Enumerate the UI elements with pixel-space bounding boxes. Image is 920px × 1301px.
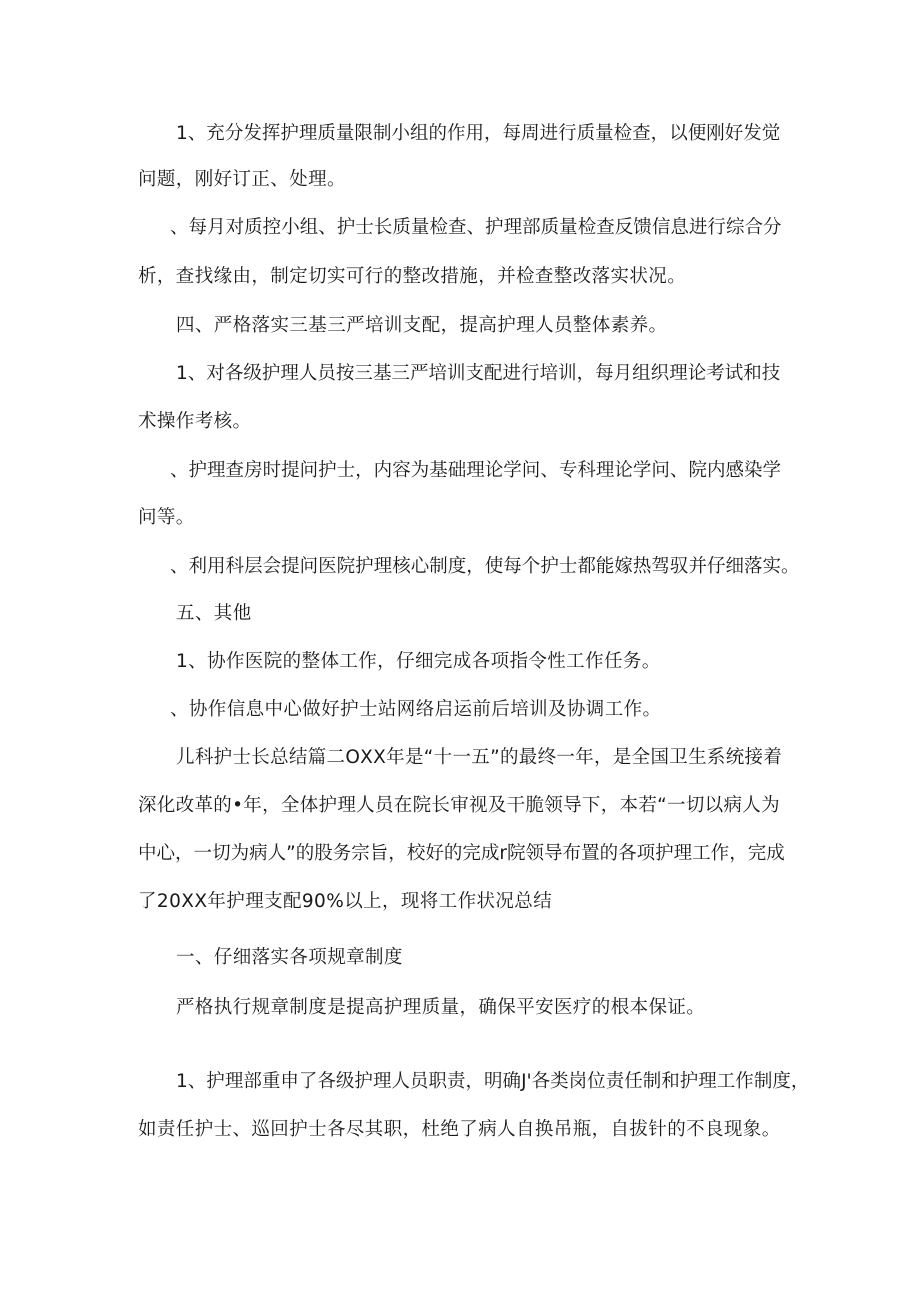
paragraph-line: 深 化 改 革 的 • 年 ， 全 体 护 理 人 员 在 院 长 审 视 及 干 脆 领 导 下 ， 本 若 “ 一 切 以 病 人 为 <box>138 795 780 816</box>
paragraph-line: 中 心 ， 一 切 为 病 人 ” 的 股 务 宗 旨 ， 校 好 的 完 成 r 院 领 导 布 置 的 各 项 护 理 工 作 ， 完 成 <box>138 843 785 864</box>
paragraph-line: 析，查找缘由，制定切实可行的整改措施，并检查整改落实状况。 <box>138 266 687 287</box>
paragraph-line: 、 每 月 对 质 控 小 组 、 护 士 长 质 量 检 查 、 护 理 部 质 量 检 查 反 馈 信 息 进 行 综 合 分 <box>170 217 782 238</box>
paragraph-line: 问题，刚好订正、处理。 <box>138 169 346 190</box>
paragraph-line: 1、协作医院的整体工作，仔细完成各项指令性工作任务。 <box>176 651 661 672</box>
paragraph-line: 1 、 对 各 级 护 理 人 员 按 三 基 三 严 培 训 支 配 进 行 培 训 ， 每 月 组 织 理 论 考 试 和 技 <box>176 363 781 384</box>
paragraph-line: 、协作信息中心做好护士站网络启运前后培训及协调工作。 <box>170 699 662 720</box>
paragraph-line: 问等。 <box>138 507 195 528</box>
paragraph-line: 儿 科 护 士 长 总 结 篇 二 O X X 年 是 “ 十 一 五 ” 的 最 终 一 年 ， 是 全 国 卫 生 系 统 接 着 <box>176 747 782 768</box>
paragraph-line: 了20XX年护理支配90%以上，现将工作状况总结 <box>138 891 553 912</box>
paragraph-line: 、 护 理 查 房 时 提 问 护 士 ， 内 容 为 基 础 理 论 学 问 、 专 科 理 论 学 问 、 院 内 感 染 学 <box>170 460 782 481</box>
paragraph-line: 如责任护士、巡回护士各尽其职，杜绝了病人自换吊瓶，自拔针的不良现象。 <box>138 1119 781 1140</box>
section-heading: 五、其他 <box>176 603 252 624</box>
paragraph-line: 、 利 用 科 层 会 提 问 医 院 护 理 核 心 制 度 ， 使 每 个 护 士 都 能 嫁 热 驾 驭 并 仔 细 落 实 。 <box>170 556 800 577</box>
section-heading: 一、仔细落实各项规章制度 <box>176 947 403 968</box>
paragraph-line: 1 、 充 分 发 挥 护 理 质 量 限 制 小 组 的 作 用 ， 每 周 进 行 质 量 检 查 ， 以 便 刚 好 发 觉 <box>176 123 781 144</box>
paragraph-line: 1 、 护 理 部 重 申 了 各 级 护 理 人 员 职 责 ， 明 确 J ' 各 类 岗 位 责 任 制 和 护 理 工 作 制 度 ， <box>176 1071 810 1092</box>
paragraph-line: 术操作考核。 <box>138 411 252 432</box>
paragraph-line: 严格执行规章制度是提高护理质量，确保平安医疗的根本保证。 <box>176 997 706 1018</box>
section-heading: 四、严格落实三基三严培训支配，提高护理人员整体素养。 <box>176 315 668 336</box>
